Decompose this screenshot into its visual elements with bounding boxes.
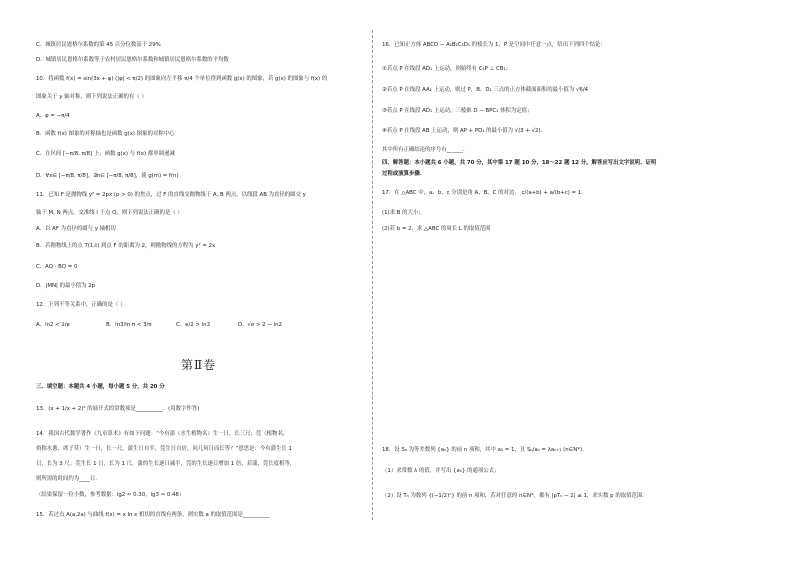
q12-option-c: C．e/2 > ln3	[176, 322, 211, 328]
q16-statement-2-value: √6/4	[575, 87, 589, 93]
q12-option-d: D．√e > 2 − ln2	[238, 322, 282, 328]
q10-stem-line1	[36, 76, 327, 83]
q10-stem-part-a: 10．将函数 f(x) = sin(3x + φ)	[36, 76, 114, 82]
q11-stem-line1: 11．已知 F 是抛物线 y² = 2px (p > 0) 的焦点，过 F 的直线交抛物线于 A, B 两点，以线段 AB 为直径的圆交 y	[36, 192, 306, 198]
q11-option-c: C．AQ · BQ = 0	[36, 264, 78, 270]
q17-part-2: (2)若 b = 2，求 △ABC 的周长 L 的取值范围	[382, 226, 491, 232]
q12-option-b: B．ln3/ln π < 3/π	[106, 322, 152, 328]
q9-option-c: C．城镇居民恩格尔系数的第 45 百分位数高于 29%	[36, 42, 161, 48]
q10-stem-part-e: 个单位得到函数 g(x) 的图象，若 g(x) 的图象与 f(x) 的	[194, 76, 328, 82]
q11-option-a: A．以 AF 为直径的圆与 y 轴相切	[36, 226, 116, 232]
q11-stem-line2: 轴于 M, N 两点，交准线 l 于点 Q，则下列说法正确的是（ ）	[36, 210, 183, 216]
q14-line1: 14．我国古代数学著作《九章算术》有如下问题：“今有蒲（水生植物名）生一日，长三尺；莞（植物名，	[36, 431, 289, 437]
q14-line3: 日，长为 3 尺；莞生长 1 日，长为 1 尺，蒲的生长逐日减半，莞的生长逐日增加 1 倍，若蒲、莞长度相等，	[36, 461, 296, 467]
solution-header-line2: 过程或演算步骤.	[382, 171, 422, 177]
q18-part-1: （1）求常数 λ 的值，并写出 {aₙ} 的通项公式；	[382, 468, 500, 474]
fill-in-header: 三、填空题：本题共 4 小题，每小题 5 分，共 20 分	[36, 384, 165, 390]
q18-part-2: （2）设 Tₙ 为数列 {(−1/2)ⁿ} 的前 n 项和，若对任意的 n∈N*，都有 |pTₙ − 2| ≤ 1，求实数 p 的取值范围．	[382, 493, 648, 499]
q13: 13．(x + 1/x + 2)⁴ 的展开式的常数项是__________．(用数字作答)	[36, 406, 200, 412]
q17-stem	[382, 190, 587, 197]
q14-line4: 则所需的时间约为____日．	[36, 476, 101, 482]
column-divider	[372, 30, 373, 520]
q9-option-d: D．城镇居民恩格尔系数等于农村居民恩格尔系数和城镇居民恩格尔系数的平均数	[36, 57, 229, 63]
q10-option-d: D．∀x∈ [−π/8, π/8]，∃n∈ [−π/8, π/8]，使 g(m) = f(n)	[36, 173, 179, 179]
q14-line2: 俗称水葱、席子草）生一日，长一尺，蒲生日自半，莞生日自倍，问几何日而长等？”意思是：今有蒲生长 1	[36, 446, 292, 452]
q11-option-b: B．若抛物线上的点 T(1,t) 到点 F 的距离为 2，则抛物线的方程为 y² = 2x	[36, 243, 216, 249]
q17-stem-text: 17．在 △ABC 中，a、b、c 分别是角 A、B、C 的对边，	[382, 190, 520, 196]
q12-stem: 12．下列不等关系中，正确的是（ ）	[36, 302, 126, 308]
q10-stem-part-d: π/4	[184, 76, 193, 82]
q12-option-a: A．ln2 < 2/e	[36, 322, 70, 328]
q16-end: 其中所有正确结论的序号有______．	[382, 147, 469, 153]
left-column	[0, 0, 370, 562]
q16-statement-4: ④若点 P 在线段 AB 上运动，则 AP + PD₁ 的最小值为 √(3 + √2)．	[382, 128, 547, 134]
q16-statement-2	[382, 87, 588, 94]
q10-stem-part-b: (|φ| < π/2)	[115, 76, 143, 82]
section-heading: 第Ⅱ卷	[181, 358, 217, 372]
q18-stem: 18．设 Sₙ 为等差数列 {aₙ} 的前 n 项和，其中 a₁ = 1，且 Sₙ/aₙ = λaₙ₊₁ (n∈N*)．	[382, 447, 588, 453]
q10-option-c: C．在区间 [−π/8, π/8] 上，函数 g(x) 与 f(x) 都单调递减	[36, 151, 175, 157]
q10-stem-part-c: 的图象向左平移	[144, 76, 183, 82]
q14-line5: （结果保留一位小数，参考数据：lg2 ≈ 0.30，lg3 ≈ 0.48）	[36, 492, 185, 498]
q16-statement-2-text: ②若点 P 在线段 AA₁ 上运动，则过 P，B，D₁ 三点的正方体截面面积的最小值为	[382, 87, 575, 93]
q10-option-b: B．函数 f(x) 图象的对称轴也是函数 g(x) 图象的对称中心	[36, 131, 175, 137]
q16-statement-1: ①若点 P 在线段 AD₁ 上运动，则始终有 C₁P ⊥ CB₁；	[382, 66, 512, 72]
q16-statement-3: ③若点 P 在线段 AD₁ 上运动，三棱锥 D − BPC₁ 体积为定值；	[382, 108, 533, 114]
right-column	[376, 0, 794, 562]
q10-stem-line2: 图象关于 y 轴对称，则下列说法正确的有（ ）	[36, 94, 147, 100]
q17-part-1: (1)求 B 的大小；	[382, 210, 424, 216]
q16-stem: 16．已知正方体 ABCD − A₁B₁C₁D₁ 的棱长为 1，P 是空间中任意一点，给出下列四个结论：	[382, 42, 606, 48]
q10-option-a: A．φ = −π/4	[36, 113, 70, 119]
q17-equation: c/(a+b) + a/(b+c) = 1．	[521, 190, 587, 196]
q11-option-d: D．|MN| 的最小值为 2p	[36, 283, 96, 289]
solution-header-line1: 四、解答题：本小题共 6 小题，共 70 分，其中第 17 题 10 分，18～22 题 12 分。解答应写出文字说明、证明	[382, 160, 657, 166]
q15: 15．若过点 A(a,2a) 与曲线 f(x) = x ln x 相切的直线有两条，则实数 a 的取值范围是__________	[36, 512, 270, 518]
